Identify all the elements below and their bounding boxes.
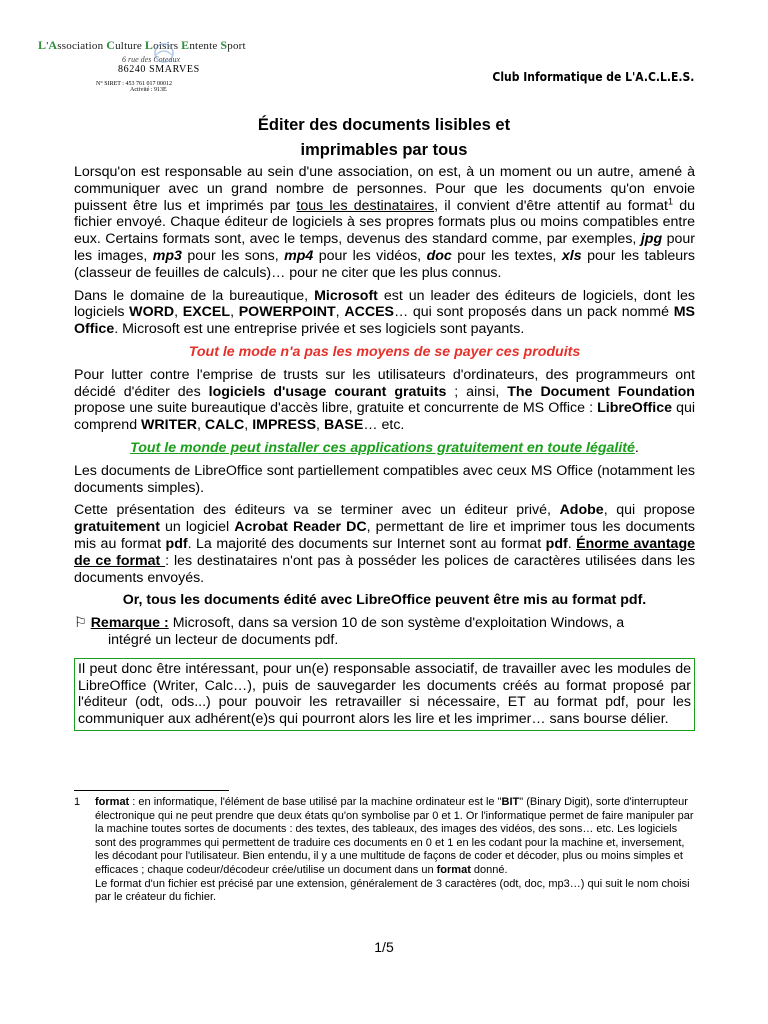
text: propose une suite bureautique d'accès libre, gratuite et concurrente de MS Office : [74,400,598,417]
text: ; ainsi, [446,383,508,400]
bold-text: ACCES [344,304,394,321]
bold-text: format [436,863,471,876]
club-name: Club Informatique de L'A.C.L.E.S. [492,70,694,84]
text: un logiciel [159,519,235,536]
text: pour les tableurs (classeur de feuilles de calculs)… pour ne citer que les plus connus. [74,247,695,281]
title-line-2: imprimables par tous [300,141,468,159]
text: , [197,417,205,434]
assoc-letter: L [38,38,47,52]
bold-text: The Document Foundation [507,383,695,400]
footnote-separator [74,790,229,791]
text: " (Binary Digit), sorte d'interrupteur électronique qui ne peut prendre que deux états qu'on symbolise par 0 et 1. Or l'informatique permet de faire manipuler par la machine toutes sortes de documents : des textes, des tableaux, des images des vidéos, des sons… etc. Les logiciels sont des programmes qui permettent de traduire ces documents en 0 et 1 en les codant pour la machine et, inversement, les décodant pour l'utilisateur. Bien entendu, il y a une multitude de façons de coder et décoder, plus ou moins simples et efficaces ; chaque codeur/décodeur crée/utilise un document dans un [95,796,694,876]
assoc-letter: ' [46,40,49,52]
bold-text: IMPRESS [252,417,317,434]
assoc-word: ulture [115,40,145,52]
text: : en informatique, l'élément de base utilisé par la machine ordinateur est le " [129,796,502,808]
bold-text: EXCEL [182,304,231,321]
bold-text: WRITER [141,417,197,434]
address-line-2: 86240 SMARVES [118,64,200,75]
text: . Microsoft est une entreprise privée et ses logiciels sont payants. [114,321,525,338]
association-header [38,38,268,93]
text: est un leader des éditeurs de logiciels, dont les logiciels [74,287,695,321]
siret-number: N° SIRET : 453 761 017 00012 [96,81,172,87]
bold-text: gratuitement [74,519,160,536]
footnote [74,796,695,905]
bold-text: Acrobat Reader DC [234,519,367,536]
text: Cette présentation des éditeurs va se terminer avec un éditeur privé, [74,502,560,519]
text: , [335,304,345,321]
format-jpg: jpg [640,231,663,248]
assoc-letter: A [48,38,58,52]
logo-icon [152,41,176,65]
text: , [230,304,239,321]
bold-text: Adobe [559,502,604,519]
text: du fichier envoyé. Chaque éditeur de logiciels à ses propres formats plus ou moins compatibles entre eux. Certains formats sont, avec le temps, devenus des standard comme, par exemples, [74,197,695,248]
assoc-word: oisirs [153,40,182,52]
bold-text: POWERPOINT [238,304,336,321]
bold-underlined-text: Énorme avantage de ce format [74,535,695,569]
assoc-word: ntente [189,40,221,52]
text: . [567,535,577,552]
text: Microsoft, dans sa version 10 de son système d'exploitation Windows, a [168,615,625,632]
text: donné. [470,863,508,876]
bold-text: LibreOffice [597,400,672,417]
bold-text: Microsoft [314,287,378,304]
footnote-extension: Le format d'un fichier est précisé par une extension, généralement de 3 caractères (odt, doc, mp3…) qui suit le nom choisi par le créateur du fichier. [95,877,690,904]
paragraph-intro [74,164,695,282]
bold-text: MS Office [74,304,696,338]
activite-code: Activité : 913E [130,87,167,93]
text: Lorsqu'on est responsable au sein d'une association, on est, à un moment ou un autre, amené à communiquer avec un grand nombre de personnes. Pour que les documents qu'on envoie puissent être lus et imprimés par [74,164,695,214]
paragraph-adobe [74,502,695,586]
footnote-ref[interactable]: 1 [668,195,674,206]
title-line-1: Éditer des documents lisibles et [257,116,511,134]
assoc-word: port [227,40,246,52]
bold-text: pdf [165,535,188,552]
text: Pour lutter contre l'emprise de trusts sur les utilisateurs d'ordinateurs, des programmeurs ont décidé d'éditer des [74,366,695,400]
remark-note [74,615,695,649]
bold-text: logiciels d'usage courant gratuits [208,383,447,400]
text: , [244,417,253,434]
address-line-1: 6 rue des Coteaux [122,55,180,64]
bold-text: BASE [323,417,364,434]
highlight-box: Il peut donc être intéressant, pour un(e) responsable associatif, de travailler avec les modules de LibreOffice (Writer, Calc…), puis de sauvegarder les documents créés au format proposé par l'éditeur (odt, ods...) pour pouvoir les retravailler si nécessaire, ET au format pdf, pour les communiquer aux adhérent(e)s qui pourront alors les lire et les imprimer… sans bourse délier. [74,658,695,731]
assoc-letter: C [106,38,116,52]
bold-text: BIT [501,796,520,808]
logo-block [78,55,218,93]
paragraph-compat: Les documents de LibreOffice sont partiellement compatibles avec ceux MS Office (notamment les documents simples). [74,462,695,496]
assoc-letter: S [220,38,228,52]
underlined-text: tous les destinataires [296,197,435,214]
format-xls: xls [561,247,582,264]
flag-icon: ⚐ [74,615,87,632]
document-body [74,164,695,731]
footnote-number: 1 [74,796,81,808]
format-doc: doc [426,247,452,264]
paragraph-libreoffice [74,367,695,434]
paragraph-microsoft [74,288,695,338]
text: qui comprend [74,400,696,434]
text: , il convient d'être attentif au format [434,197,668,214]
remark-label: Remarque : [90,615,169,632]
text: intégré un lecteur de documents pdf. [108,631,339,648]
assoc-word: ssociation [57,40,107,52]
text: pour les images, [74,231,695,264]
text: Dans le domaine de la bureautique, [74,287,315,304]
text: . [634,439,639,456]
text: , [316,417,324,434]
text: . La majorité des documents sur Internet sont au format [187,535,546,552]
format-mp3: mp3 [152,247,182,264]
text: , qui propose [603,502,696,519]
pdf-conclusion: Or, tous les documents édité avec LibreOffice peuvent être mis au format pdf. [122,592,647,609]
green-highlight [74,440,695,457]
bold-text: format [95,796,130,808]
text: pour les textes, [451,247,562,264]
green-text: Tout le monde peut installer ces applications gratuitement en toute légalité [130,439,635,456]
text: pour les vidéos, [313,247,427,264]
bold-text: WORD [129,304,175,321]
page-title [0,113,768,163]
footnote-text [95,796,695,905]
text: : les destinataires n'ont pas à posséder les polices de caractères utilisées dans les documents envoyés. [74,552,695,586]
assoc-letter: L [144,38,154,52]
text: pour les sons, [181,247,285,264]
text: , permettant de lire et imprimer tous les documents mis au format [74,519,695,552]
bold-text: pdf [545,535,568,552]
text: … etc. [363,417,405,434]
format-mp4: mp4 [284,247,314,264]
page-number: 1/5 [374,939,394,955]
red-highlight: Tout le mode n'a pas les moyens de se payer ces produits [188,343,581,360]
text: … qui sont proposés dans un pack nommé [394,304,674,321]
assoc-letter: E [181,38,190,52]
text: , [174,304,183,321]
bold-text: CALC [204,417,245,434]
